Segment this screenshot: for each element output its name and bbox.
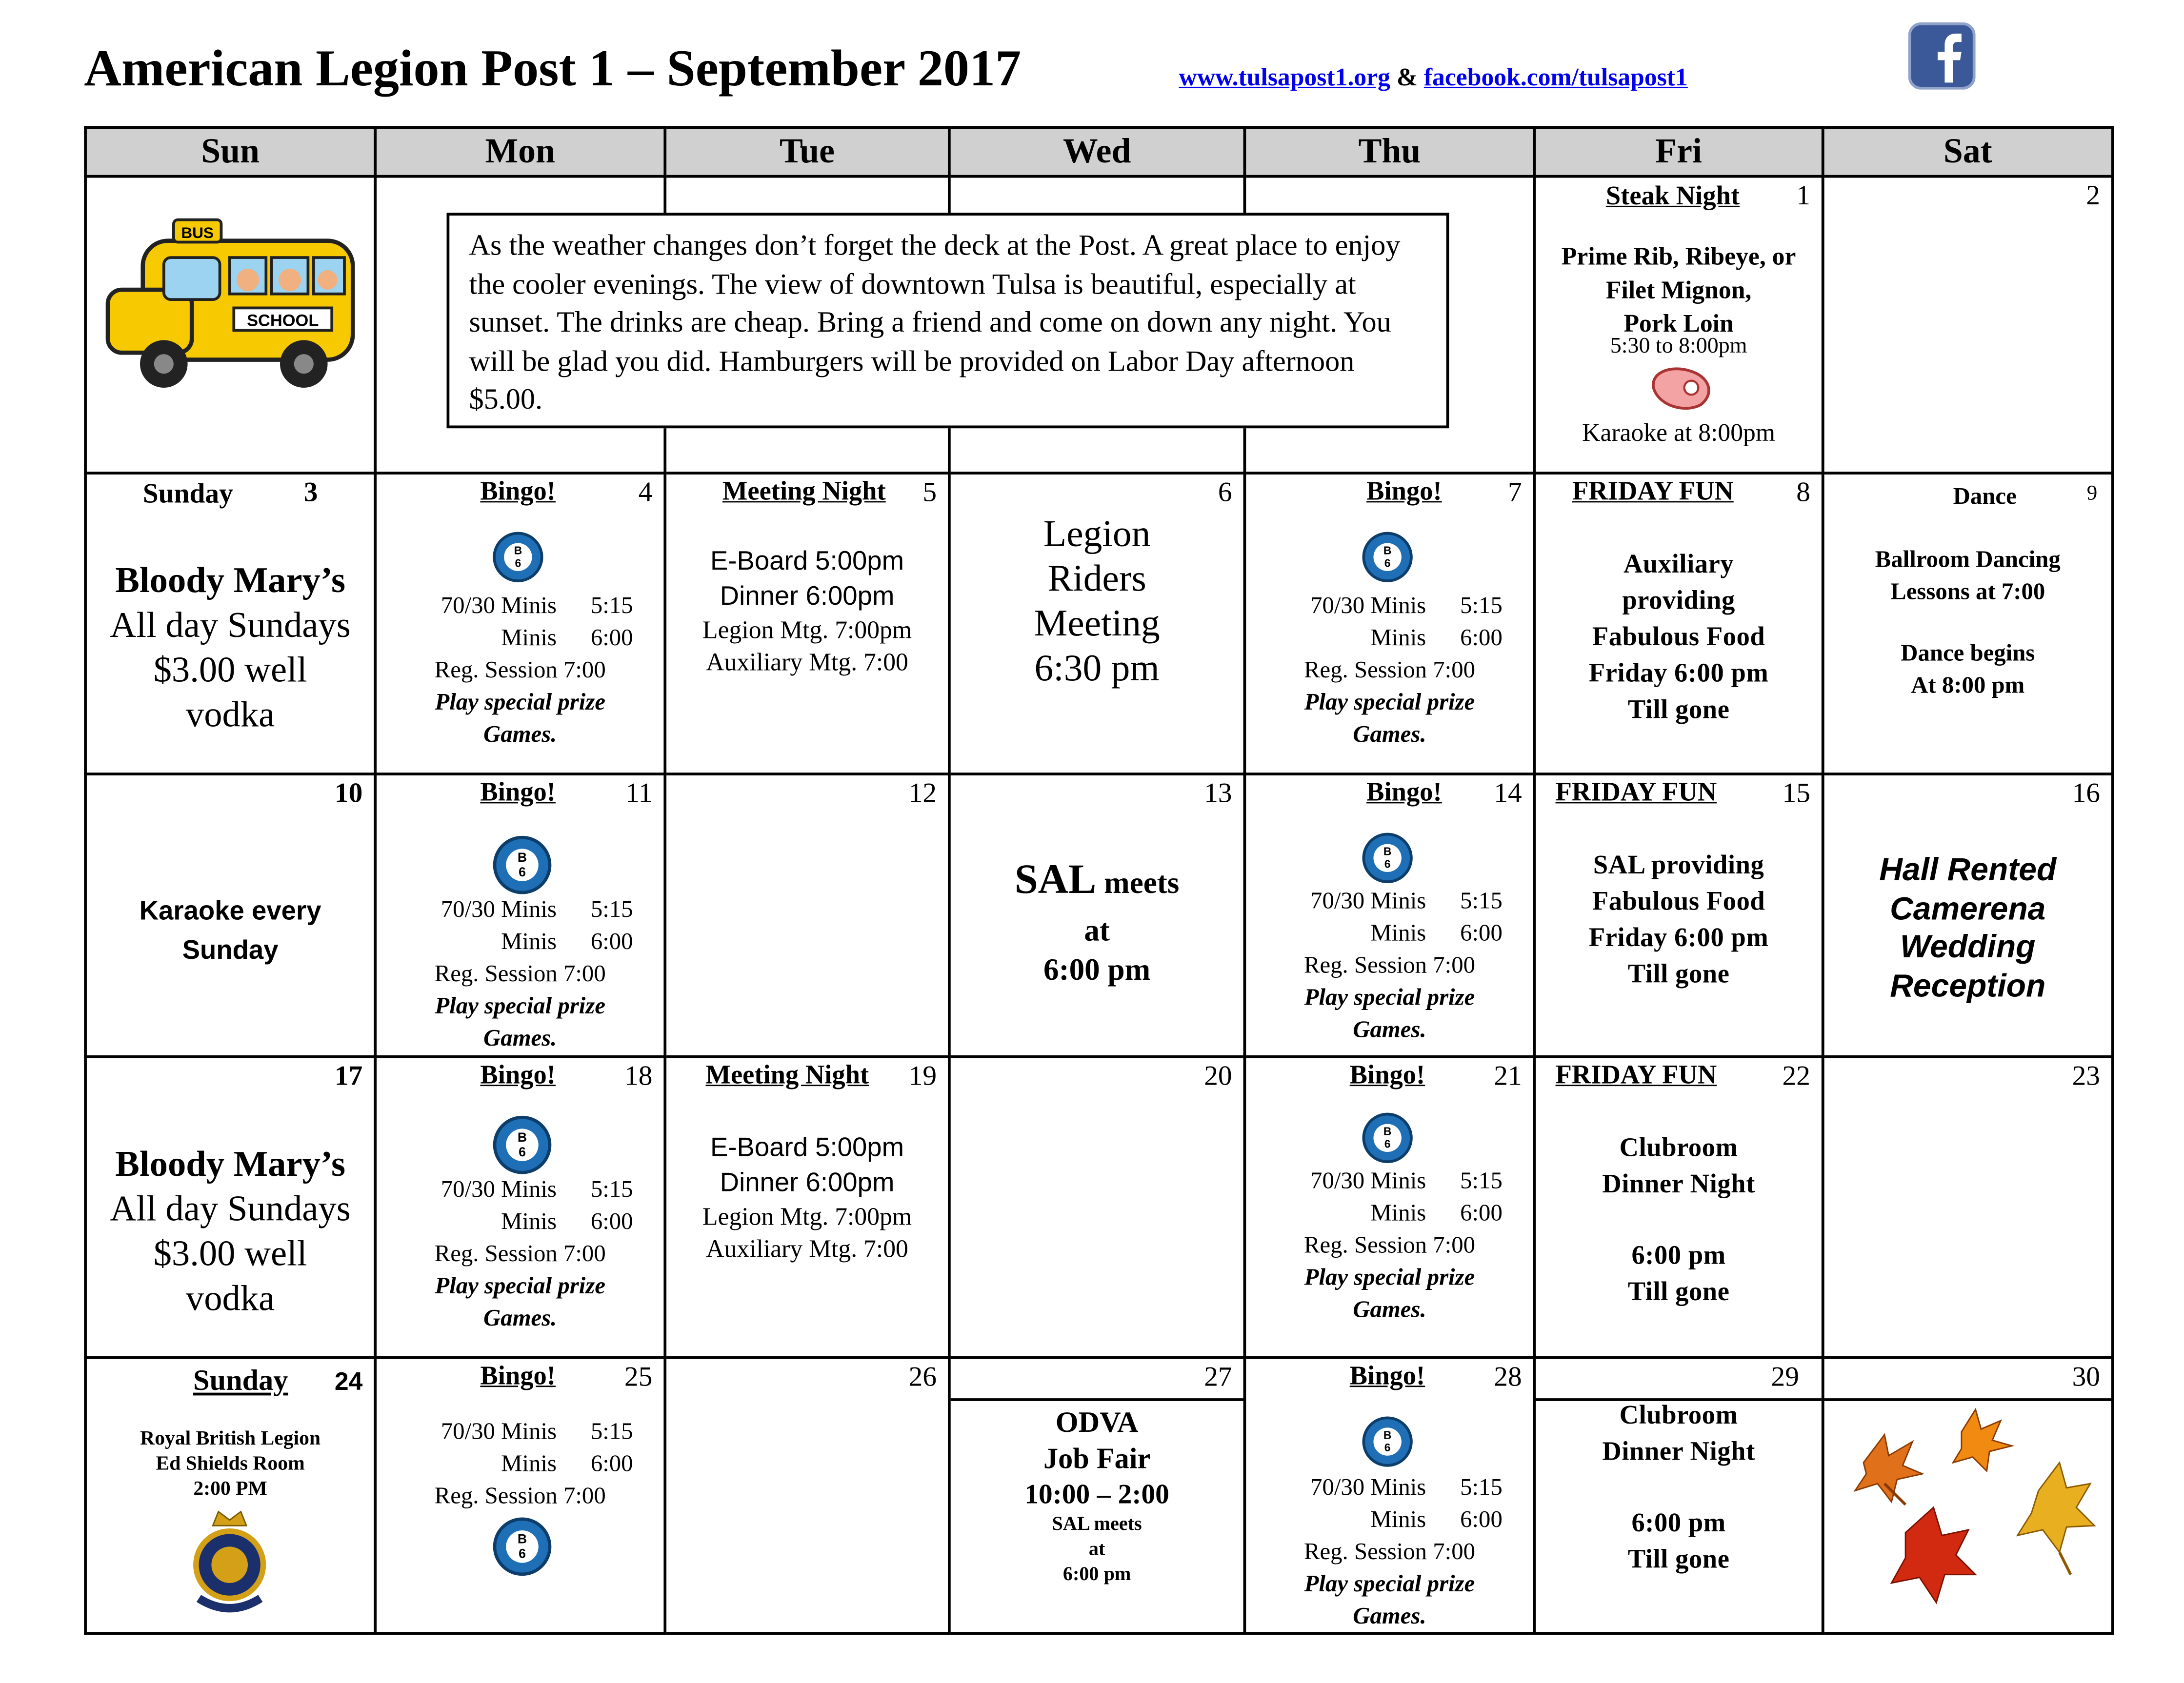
bingo-ball-icon — [491, 531, 544, 584]
cell-day-17 — [85, 1057, 375, 1358]
cell-day-4 — [375, 473, 665, 774]
hall-line-1: Hall Rented — [1879, 851, 2057, 888]
fri8-line-3: Fabulous Food — [1592, 623, 1765, 653]
bingo-title: Bingo! — [1366, 477, 1442, 507]
bingo-line-5: Games. — [1353, 1016, 1426, 1043]
day-number: 19 — [908, 1061, 937, 1092]
cell-day-21 — [1244, 1057, 1534, 1358]
day-number: 7 — [1507, 477, 1522, 508]
cell-day-16 — [1823, 774, 2113, 1057]
svg-text:B: B — [517, 1130, 527, 1145]
bingo-line-1b: 5:15 — [590, 1418, 633, 1445]
dance-line-4: At 8:00 pm — [1911, 671, 2025, 698]
autumn-leaves-icon — [1836, 1406, 2102, 1617]
fri8-line-1: Auxiliary — [1623, 550, 1734, 580]
bingo-line-1b: 5:15 — [590, 895, 633, 923]
bingo-ball-icon — [1361, 832, 1414, 885]
bingo-line-4: Play special prize — [435, 689, 606, 715]
bingo-schedule — [377, 589, 663, 750]
svg-text:6: 6 — [515, 556, 521, 570]
odva-line-1: ODVA — [1055, 1405, 1139, 1439]
bingo-line-3: Reg. Session 7:00 — [1303, 1231, 1475, 1259]
bingo-line-2a: Minis — [1370, 1199, 1426, 1227]
cell-day-25 — [375, 1358, 665, 1633]
sal-at: at — [1084, 912, 1110, 948]
clubroom-line-2: Dinner Night — [1602, 1437, 1755, 1467]
friday-fun-title: FRIDAY FUN — [1572, 477, 1734, 507]
bingo-line-3: Reg. Session 7:00 — [1303, 1538, 1475, 1565]
svg-text:B: B — [517, 850, 527, 865]
bingo-line-3: Reg. Session 7:00 — [434, 1240, 606, 1267]
day-header-sat: Sat — [1823, 127, 2113, 176]
day-number: 2 — [2086, 180, 2100, 212]
bingo-title: Bingo! — [1349, 1061, 1425, 1090]
dinner-time: Dinner 6:00pm — [720, 1168, 895, 1198]
karaoke-note: Karaoke at 8:00pm — [1582, 418, 1776, 447]
karaoke-line-1: Karaoke every — [139, 897, 321, 927]
bingo-line-2b: 6:00 — [590, 1208, 633, 1235]
svg-text:6: 6 — [1384, 1137, 1391, 1150]
cell-day-23 — [1823, 1057, 2113, 1358]
riders-line-2: Riders — [1047, 557, 1146, 599]
svg-text:6: 6 — [1384, 556, 1391, 570]
svg-text:6: 6 — [519, 1546, 526, 1561]
bingo-title: Bingo! — [480, 1362, 556, 1391]
cell-day-2 — [1823, 177, 2113, 473]
bingo-line-1a: 70/30 Minis — [441, 592, 557, 619]
facebook-link[interactable]: facebook.com/tulsapost1 — [1423, 63, 1688, 91]
riders-line-4: 6:30 pm — [1034, 646, 1160, 689]
bingo-title: Bingo! — [1349, 1362, 1425, 1391]
day-number: 20 — [1204, 1061, 1232, 1092]
steak-time: 5:30 to 8:00pm — [1610, 334, 1747, 358]
svg-text:SCHOOL: SCHOOL — [247, 311, 319, 330]
day-header-tue: Tue — [665, 127, 949, 176]
bingo-line-2a: Minis — [501, 624, 557, 651]
clubroom-line-4: Till gone — [1627, 1278, 1730, 1307]
bingo-line-1b: 5:15 — [1460, 1167, 1503, 1194]
bingo-line-2a: Minis — [1370, 1506, 1426, 1533]
bingo-schedule — [1246, 589, 1533, 750]
eboard-time: E-Board 5:00pm — [710, 547, 904, 577]
svg-text:6: 6 — [1384, 857, 1391, 871]
friday-fun-title: FRIDAY FUN — [1555, 1061, 1717, 1090]
clubroom-line-2: Dinner Night — [1602, 1170, 1755, 1200]
fri8-line-4: Friday 6:00 pm — [1588, 659, 1769, 689]
bingo-line-2b: 6:00 — [1460, 1199, 1503, 1227]
day-number: 27 — [1204, 1362, 1232, 1393]
bingo-ball-icon — [1361, 1111, 1414, 1165]
svg-text:6: 6 — [1384, 1441, 1391, 1454]
bingo-line-1a: 70/30 Minis — [1310, 1474, 1426, 1501]
bingo-line-5: Games. — [1353, 1603, 1426, 1629]
bingo-line-4: Play special prize — [1304, 984, 1475, 1011]
fri8-line-5: Till gone — [1627, 695, 1730, 725]
sal-meets: meets — [1096, 865, 1180, 900]
cell-day-11 — [375, 774, 665, 1057]
riders-line-1: Legion — [1043, 512, 1151, 554]
bingo-line-4: Play special prize — [1304, 689, 1475, 715]
header-links — [1179, 63, 1688, 92]
steak-night-title: Steak Night — [1605, 182, 1740, 212]
day-header-wed: Wed — [949, 127, 1245, 176]
svg-text:B: B — [517, 1531, 527, 1546]
svg-text:B: B — [514, 544, 522, 557]
karaoke-line-2: Sunday — [182, 936, 279, 966]
bingo-line-3: Reg. Session 7:00 — [434, 1482, 606, 1509]
odva-line-4: SAL meets — [1052, 1514, 1142, 1536]
svg-text:6: 6 — [519, 864, 526, 879]
cell-day-7 — [1244, 473, 1534, 774]
dance-line-1: Ballroom Dancing — [1875, 546, 2061, 573]
bingo-title: Bingo! — [480, 1061, 556, 1090]
bloody-line-2: All day Sundays — [110, 1188, 351, 1229]
day-header-fri: Fri — [1535, 127, 1823, 176]
clubroom-line-4: Till gone — [1627, 1545, 1730, 1575]
cell-day-8 — [1535, 473, 1823, 774]
day-number: 5 — [922, 477, 937, 508]
bingo-line-4: Play special prize — [435, 992, 606, 1019]
cell-day-30 — [1823, 1358, 2113, 1633]
fri8-line-2: providing — [1622, 586, 1735, 616]
svg-text:B: B — [1383, 845, 1392, 858]
bingo-line-2a: Minis — [1370, 624, 1426, 651]
bingo-line-3: Reg. Session 7:00 — [434, 656, 606, 683]
day-number: 1 — [1796, 180, 1810, 212]
bingo-ball-icon — [491, 1114, 553, 1176]
bingo-line-2b: 6:00 — [1460, 919, 1503, 947]
bingo-line-3: Reg. Session 7:00 — [1303, 951, 1475, 979]
day-header-sun: Sun — [85, 127, 375, 176]
cell-day-9 — [1823, 473, 2113, 774]
bingo-line-4: Play special prize — [1304, 1264, 1475, 1291]
svg-text:6: 6 — [519, 1144, 526, 1159]
cell-day-5 — [665, 473, 949, 774]
day-number: 9 — [2086, 483, 2098, 506]
bingo-line-3: Reg. Session 7:00 — [434, 960, 606, 987]
bingo-line-1a: 70/30 Minis — [441, 1418, 557, 1445]
day-number: 8 — [1796, 477, 1810, 508]
rbl-line-1: Royal British Legion — [140, 1427, 321, 1450]
day-number: 29 — [1771, 1362, 1799, 1393]
day-number: 16 — [2072, 778, 2100, 809]
day-number: 6 — [1218, 477, 1232, 508]
bingo-line-2b: 6:00 — [1460, 1506, 1503, 1533]
svg-text:B: B — [1383, 1428, 1392, 1442]
bingo-schedule — [1246, 1165, 1533, 1326]
svg-text:B: B — [1383, 544, 1392, 557]
day-number: 26 — [908, 1362, 937, 1393]
bingo-schedule — [377, 1173, 663, 1334]
school-bus-icon — [101, 213, 367, 409]
eboard-time: E-Board 5:00pm — [710, 1133, 904, 1163]
bingo-line-1b: 5:15 — [1460, 1474, 1503, 1501]
bloody-line-3: $3.00 well — [153, 1233, 307, 1274]
cell-day-15 — [1535, 774, 1823, 1057]
bingo-line-1a: 70/30 Minis — [1310, 592, 1426, 619]
cell-day-27 — [949, 1358, 1245, 1633]
odva-line-6: 6:00 pm — [1062, 1564, 1131, 1586]
day-number: 24 — [334, 1367, 363, 1396]
bloody-line-4: vodka — [185, 694, 275, 735]
meeting-night-title: Meeting Night — [722, 477, 886, 507]
bingo-ball-icon — [1361, 531, 1414, 584]
bingo-ball-icon — [491, 834, 553, 896]
bingo-ball-icon — [1361, 1415, 1414, 1468]
bingo-line-1b: 5:15 — [1460, 887, 1503, 914]
day-number: 13 — [1204, 778, 1232, 809]
cell-day-13 — [949, 774, 1245, 1057]
bingo-line-2b: 6:00 — [590, 928, 633, 955]
steak-line-2: Filet Mignon, — [1605, 276, 1752, 304]
day-number: 23 — [2072, 1061, 2100, 1092]
dinner-time: Dinner 6:00pm — [720, 582, 895, 612]
sunday-label: Sunday — [142, 478, 233, 510]
bingo-line-5: Games. — [483, 721, 557, 748]
bingo-line-4: Play special prize — [1304, 1570, 1475, 1597]
cell-day-24 — [85, 1358, 375, 1633]
cell-empty — [85, 177, 375, 473]
dance-line-3: Dance begins — [1901, 639, 2035, 667]
deck-notice-text: As the weather changes don’t forget the deck at the Post. A great place to enjoy the cooler evenings. The view of downtown Tulsa is beautiful, especially at sunset. The drinks are cheap. Bring a friend and come on down any night. You will be glad you did. Hamburgers will be provided on Labor Day afternoon $5.00. — [469, 228, 1401, 416]
day-number: 30 — [2072, 1362, 2100, 1393]
website-link[interactable]: www.tulsapost1.org — [1179, 63, 1390, 91]
cell-day-18 — [375, 1057, 665, 1358]
royal-british-legion-badge-icon — [188, 1506, 272, 1618]
bloody-line-3: $3.00 well — [153, 649, 307, 690]
day-number: 15 — [1782, 778, 1810, 809]
bingo-line-2a: Minis — [501, 1450, 557, 1477]
friday-fun-title: FRIDAY FUN — [1555, 778, 1717, 808]
bingo-line-3: Reg. Session 7:00 — [1303, 656, 1475, 683]
day-number: 12 — [908, 778, 937, 809]
bingo-schedule — [377, 1415, 663, 1512]
day-number: 18 — [624, 1061, 653, 1092]
svg-text:B: B — [1383, 1125, 1392, 1138]
fri15-line-3: Friday 6:00 pm — [1588, 924, 1769, 953]
cell-day-3 — [85, 473, 375, 774]
day-number: 28 — [1494, 1362, 1522, 1393]
sunday-label: Sunday — [193, 1363, 288, 1397]
bingo-title: Bingo! — [480, 778, 556, 808]
bingo-line-1a: 70/30 Minis — [441, 1175, 557, 1203]
rbl-line-3: 2:00 PM — [193, 1478, 267, 1501]
odva-line-5: at — [1088, 1539, 1105, 1561]
day-number: 3 — [303, 477, 318, 508]
fri15-line-1: SAL providing — [1593, 851, 1764, 881]
day-number: 22 — [1782, 1061, 1810, 1092]
day-number: 25 — [624, 1362, 653, 1393]
sal-label: SAL — [1014, 856, 1097, 903]
svg-text:BUS: BUS — [181, 223, 214, 241]
auxiliary-mtg: Auxiliary Mtg. 7:00 — [706, 648, 908, 676]
hall-line-3: Wedding — [1900, 928, 2036, 965]
dance-title: Dance — [1953, 483, 2017, 510]
rbl-line-2: Ed Shields Room — [156, 1453, 305, 1475]
bingo-line-4: Play special prize — [435, 1272, 606, 1299]
auxiliary-mtg: Auxiliary Mtg. 7:00 — [706, 1234, 908, 1263]
day-number: 21 — [1494, 1061, 1522, 1092]
day-number: 11 — [625, 778, 653, 809]
sal-time: 6:00 pm — [1043, 951, 1151, 987]
bloody-mary-title: Bloody Mary’s — [115, 560, 346, 601]
bingo-title: Bingo! — [1366, 778, 1442, 808]
fri15-line-4: Till gone — [1627, 960, 1730, 990]
bingo-line-5: Games. — [1353, 721, 1426, 748]
bingo-line-2a: Minis — [501, 1208, 557, 1235]
bloody-line-2: All day Sundays — [110, 604, 351, 646]
cell-day-14 — [1244, 774, 1534, 1057]
legion-mtg: Legion Mtg. 7:00pm — [702, 615, 912, 644]
clubroom-line-3: 6:00 pm — [1631, 1508, 1726, 1539]
hall-line-2: Camerena — [1890, 889, 2046, 926]
steak-line-1: Prime Rib, Ribeye, or — [1561, 242, 1796, 270]
day-number: 10 — [334, 778, 363, 809]
day-number: 4 — [638, 477, 653, 508]
bingo-line-5: Games. — [483, 1304, 557, 1331]
cell-day-6 — [949, 473, 1245, 774]
cell-day-19 — [665, 1057, 949, 1358]
cell-day-28 — [1244, 1358, 1534, 1633]
bingo-schedule — [1246, 885, 1533, 1046]
dance-line-2: Lessons at 7:00 — [1890, 577, 2045, 604]
bingo-line-1b: 5:15 — [590, 592, 633, 619]
bingo-line-1b: 5:15 — [1460, 592, 1503, 619]
clubroom-line-1: Clubroom — [1619, 1133, 1738, 1163]
clubroom-line-3: 6:00 pm — [1631, 1241, 1726, 1271]
riders-line-3: Meeting — [1034, 602, 1160, 644]
facebook-icon[interactable] — [1907, 21, 1977, 91]
cell-day-29 — [1535, 1358, 1823, 1633]
cell-day-1 — [1535, 177, 1823, 473]
bingo-line-1a: 70/30 Minis — [1310, 887, 1426, 914]
cell-day-12 — [665, 774, 949, 1057]
odva-line-3: 10:00 – 2:00 — [1024, 1479, 1169, 1510]
day-number: 17 — [334, 1061, 363, 1092]
legion-mtg: Legion Mtg. 7:00pm — [702, 1202, 912, 1230]
bingo-line-5: Games. — [1353, 1296, 1426, 1323]
bingo-title: Bingo! — [480, 477, 556, 507]
odva-line-2: Job Fair — [1043, 1442, 1151, 1475]
steak-icon — [1645, 362, 1718, 413]
bingo-line-1a: 70/30 Minis — [441, 895, 557, 923]
cell-day-10 — [85, 774, 375, 1057]
ampersand: & — [1396, 63, 1418, 91]
deck-notice-box — [447, 213, 1449, 428]
bloody-line-4: vodka — [185, 1278, 275, 1319]
bingo-line-2a: Minis — [1370, 919, 1426, 947]
bingo-line-2b: 6:00 — [590, 1450, 633, 1477]
bingo-schedule — [1246, 1471, 1533, 1632]
fri15-line-2: Fabulous Food — [1592, 887, 1765, 917]
day-number: 14 — [1494, 778, 1522, 809]
calendar-title: American Legion Post 1 – September 2017 — [84, 40, 1022, 98]
bingo-ball-icon — [491, 1516, 553, 1577]
cell-day-26 — [665, 1358, 949, 1633]
bingo-line-1b: 5:15 — [590, 1175, 633, 1203]
bingo-schedule — [377, 893, 663, 1054]
bingo-line-2a: Minis — [501, 928, 557, 955]
day-header-mon: Mon — [375, 127, 665, 176]
bingo-line-1a: 70/30 Minis — [1310, 1167, 1426, 1194]
day-header-thu: Thu — [1244, 127, 1534, 176]
bloody-mary-title: Bloody Mary’s — [115, 1143, 346, 1185]
cell-day-22 — [1535, 1057, 1823, 1358]
bingo-line-2b: 6:00 — [590, 624, 633, 651]
bingo-line-5: Games. — [483, 1024, 557, 1051]
bingo-line-2b: 6:00 — [1460, 624, 1503, 651]
hall-line-4: Reception — [1890, 966, 2046, 1003]
clubroom-line-1: Clubroom — [1619, 1401, 1738, 1431]
cell-day-20 — [949, 1057, 1245, 1358]
steak-line-3: Pork Loin — [1623, 309, 1734, 337]
meeting-night-title: Meeting Night — [705, 1061, 869, 1090]
